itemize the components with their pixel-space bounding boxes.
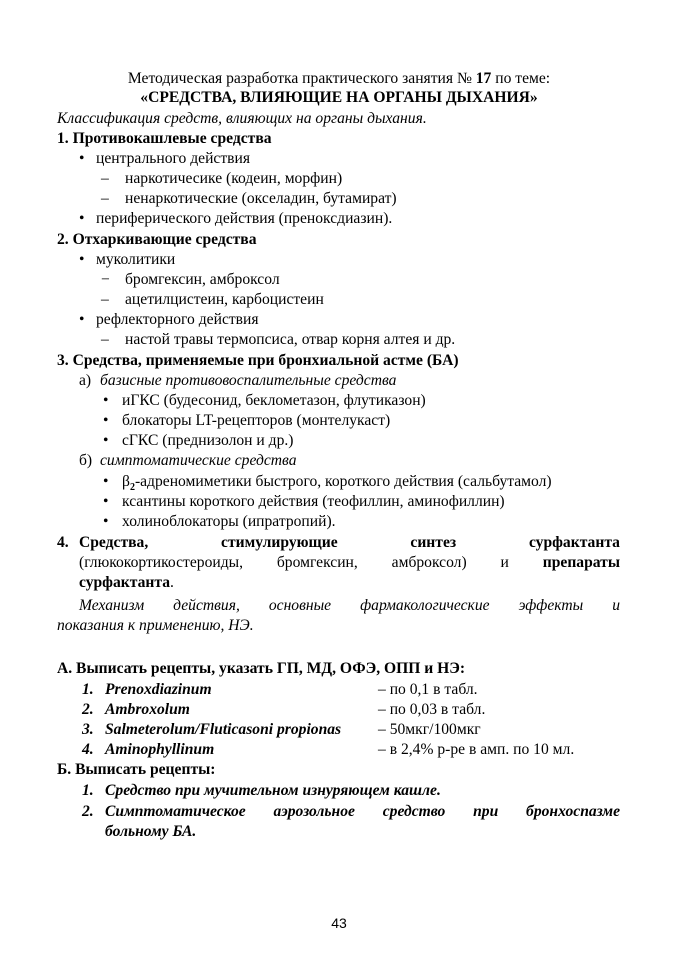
header-line [0, 70, 678, 88]
section-4-title [79, 534, 620, 552]
subsection-marker: б) [79, 452, 93, 469]
dash-icon: – [101, 190, 109, 207]
subsection-title: базисные противовоспалительные средства [100, 372, 397, 389]
task-b-item: Средство при мучительном изнуряющем кашле. [105, 782, 441, 799]
dash-icon: – [101, 291, 109, 308]
item-number: 2. [82, 803, 94, 820]
drug-name: Ambroxolum [105, 701, 190, 718]
section-4-line3 [79, 574, 174, 592]
word: (глюкокортикостероиды, [79, 554, 244, 571]
bullet-icon: • [79, 210, 85, 227]
word: бромгексин, [276, 554, 358, 571]
item-number: 2. [82, 701, 94, 718]
topic-title: «СРЕДСТВА, ВЛИЯЮЩИЕ НА ОРГАНЫ ДЫХАНИЯ» [140, 89, 538, 106]
bold-term: сурфактанта [79, 574, 171, 591]
task-a-title: А. Выписать рецепты, указать ГП, МД, ОФЭ, ОПП и НЭ: [57, 660, 466, 677]
list-subitem: наркотичесике (кодеин, морфин) [125, 170, 343, 187]
drug-name: Salmeterolum/Fluticasoni propionas [105, 721, 342, 738]
item-number: 1. [82, 681, 94, 698]
bullet-icon: • [79, 251, 85, 268]
lesson-number: 17 [475, 70, 492, 87]
dash-icon: − [101, 271, 110, 288]
list-subitem: ксантины короткого действия (теофиллин, аминофиллин) [122, 493, 505, 510]
list-item: муколитики [96, 251, 176, 268]
word: амброксол) [391, 554, 467, 571]
list-subitem: иГКС (будесонид, беклометазон, флутиказон) [122, 392, 426, 409]
bullet-icon: • [103, 412, 109, 429]
dash-icon: – [101, 170, 109, 187]
header-text: Методическая разработка практического занятия № [127, 70, 476, 87]
subsection-marker: а) [79, 372, 92, 389]
drug-dose: – 50мкг/100мкг [378, 721, 481, 738]
bullet-icon: • [103, 493, 109, 510]
word: препараты [542, 554, 620, 571]
subsection-title: симптоматические средства [100, 452, 297, 469]
list-subitem: бромгексин, амброксол [125, 271, 280, 288]
beta-symbol: β [122, 473, 130, 490]
list-subitem: холиноблокаторы (ипратропий). [122, 513, 336, 530]
drug-name: Aminophyllinum [105, 741, 215, 758]
list-subitem: ненаркотические (окселадин, бутамират) [125, 190, 397, 207]
word: и [500, 554, 509, 571]
bullet-icon: • [79, 311, 85, 328]
section-4-number: 4. [57, 534, 69, 551]
drug-dose: – по 0,1 в табл. [378, 681, 478, 698]
subscript-2: 2 [129, 482, 135, 494]
item-number: 3. [82, 721, 94, 738]
drug-dose: – в 2,4% р-ре в амп. по 10 мл. [378, 741, 575, 758]
task-b-item: Симптоматическое аэрозольное средство при бронхоспазме [105, 803, 620, 820]
mechanism-line-2: показания к применению, НЭ. [57, 617, 254, 634]
bullet-icon: • [103, 473, 109, 490]
drug-dose: – по 0,03 в табл. [378, 701, 486, 718]
list-item: рефлекторного действия [96, 311, 259, 328]
mechanism-line-1: Механизм действия, основные фармакологические эффекты и [79, 597, 620, 614]
section-3-title: 3. Средства, применяемые при бронхиальной астме (БА) [57, 352, 459, 369]
bullet-icon: • [103, 432, 109, 449]
section-1-title: 1. Противокашлевые средства [57, 130, 272, 147]
dash-icon: – [101, 331, 109, 348]
list-subitem-text: -адреномиметики быстрого, короткого действия (сальбутамол) [134, 473, 552, 490]
item-number: 1. [82, 782, 94, 799]
list-subitem: настой травы термопсиса, отвар корня алтея и др. [125, 331, 456, 348]
word: Средства, [79, 534, 149, 551]
classification-intro: Классификация средств, влияющих на органы дыхания. [57, 110, 427, 127]
bullet-icon: • [103, 392, 109, 409]
list-subitem: блокаторы LT-рецепторов (монтелукаст) [122, 412, 391, 429]
header-text-end: по теме: [491, 70, 551, 87]
item-number: 4. [82, 741, 94, 758]
bullet-icon: • [79, 150, 85, 167]
word: сурфактанта [528, 534, 620, 551]
list-item: центрального действия [96, 150, 251, 167]
list-subitem: ацетилцистеин, карбоцистеин [125, 291, 324, 308]
task-b-title: Б. Выписать рецепты: [57, 761, 216, 778]
section-2-title: 2. Отхаркивающие средства [57, 231, 257, 248]
word: стимулирующие [221, 534, 338, 551]
list-subitem: сГКС (преднизолон и др.) [122, 432, 294, 449]
word: синтез [410, 534, 457, 551]
page-number: 43 [331, 915, 347, 931]
period: . [170, 574, 174, 591]
task-b-item-cont: больному БА. [105, 823, 197, 840]
section-4-line2 [79, 554, 620, 572]
list-item: периферического действия (преноксдиазин). [96, 210, 393, 227]
drug-name: Prenoxdiazinum [105, 681, 212, 698]
bullet-icon: • [103, 513, 109, 530]
